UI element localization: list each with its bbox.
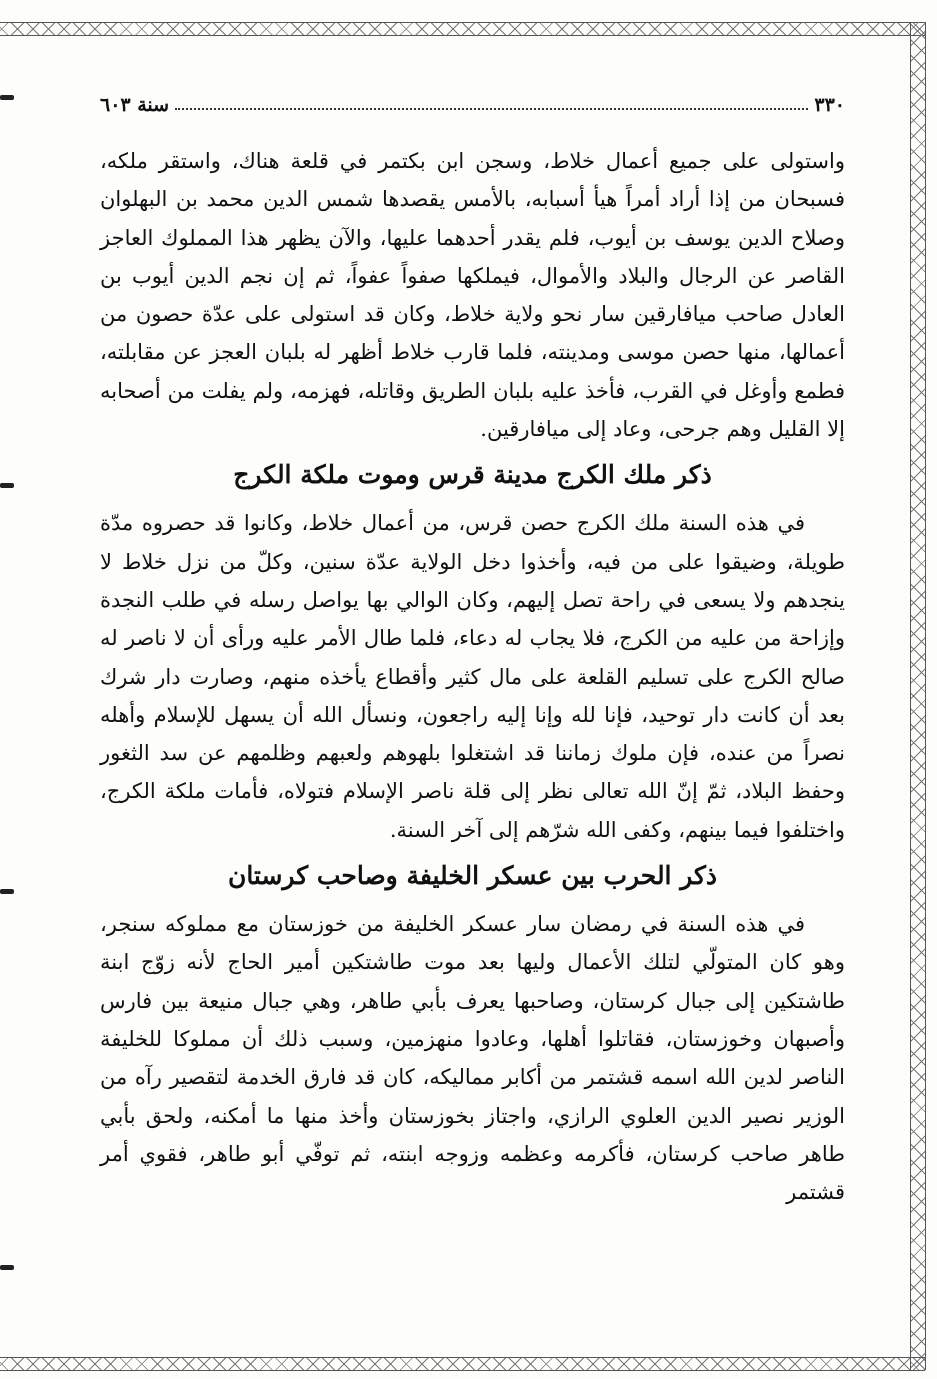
margin-mark: [0, 95, 14, 100]
section-heading-1: ذكر ملك الكرج مدينة قرس وموت ملكة الكرج: [233, 460, 712, 490]
paragraph-2: في هذه السنة ملك الكرج حصن قرس، من أعمال خلاط، وكانوا قد حصروه مدّة طويلة، وضيقوا على من فيه، وأخذوا دخل الولاية عدّة سنين، وكلّ من نزل خلاط لا ينجدهم ولا يسعى في راحة تصل إليهم، وكان الوالي بها يواصل رسله في طلب النجدة وإزاحة من عليه من الكرج، فلا يجاب له دعاء، فلما طال الأمر عليه ورأى أن لا ناصر له صالح الكرج على تسليم القلعة على مال كثير وأقطاع يأخذه منهم، وصارت دار شرك بعد أن كانت دار توحيد، فإنا لله وإنا إليه راجعون، ونسأل الله أن يسهل للإسلام وأهله نصراً من عنده، فإن ملوك زماننا قد اشتغلوا بلهوهم ولعبهم وظلمهم عن سد الثغور وحفظ البلاد، ثمّ إنّ الله تعالى نظر إلى قلة ناصر الإسلام فتولاه، فأمات ملكة الكرج، واختلفوا فيما بينهم، وكفى الله شرّهم إلى آخر السنة.: [100, 511, 845, 842]
margin-mark: [0, 889, 14, 894]
running-header: [100, 90, 845, 116]
margin-mark: [0, 1265, 14, 1270]
section-heading-2: ذكر الحرب بين عسكر الخليفة وصاحب كرستان: [227, 861, 718, 891]
right-ornamental-border: [910, 22, 926, 1370]
header-dotted-leader: [175, 108, 808, 110]
document-page: [100, 90, 845, 1211]
paragraph-1: واستولى على جميع أعمال خلاط، وسجن ابن بكتمر في قلعة هناك، واستقر ملكه، فسبحان من إذا أراد أمراً هيأ أسبابه، بالأمس يقصدها شمس الدين محمد بن البهلوان وصلاح الدين يوسف بن أيوب، فلم يقدر أحدهما عليها، والآن يظهر هذا المملوك العاجز القاصر عن الرجال والبلاد والأموال، فيملكها صفواً عفواً، ثم إن نجم الدين أيوب بن العادل صاحب ميافارقين سار نحو ولاية خلاط، وكان قد استولى على عدّة حصون من أعمالها، منها حصن موسى ومدينته، فلما قارب خلاط أظهر له بلبان العجز عن مقابلته، فطمع وأوغل في القرب، فأخذ عليه بلبان الطريق وقاتله، فهزمه، ولم يفلت من أصحابه إلا القليل وهم جرحى، وعاد إلى ميافارقين.: [100, 149, 845, 442]
bottom-ornamental-border: [0, 1357, 925, 1371]
margin-mark: [0, 483, 14, 488]
header-year: سنة ٦٠٣: [100, 94, 170, 116]
page-number: ٣٣٠: [814, 94, 845, 116]
top-ornamental-border: [0, 22, 925, 36]
paragraph-3: في هذه السنة في رمضان سار عسكر الخليفة من خوزستان مع مملوكه سنجر، وهو كان المتولّي لتلك الأعمال وليها بعد موت طاشتكين أمير الحاج لأنه زوّج ابنة طاشتكين إلى جبال كرستان، وصاحبها يعرف بأبي طاهر، وهي جبال منيعة بين فارس وأصبهان وخوزستان، فقاتلوا أهلها، وعادوا منهزمين، وسبب ذلك أن مملوكا للخليفة الناصر لدين الله اسمه قشتمر من أكابر مماليكه، كان قد فارق الخدمة لتقصير رآه من الوزير نصير الدين العلوي الرازي، واجتاز بخوزستان وأخذ منها ما أمكنه، ولحق بأبي طاهر صاحب كرستان، فأكرمه وعظمه وزوجه ابنته، ثم توفّي أبو طاهر، فقوي أمر قشتمر: [100, 912, 845, 1205]
